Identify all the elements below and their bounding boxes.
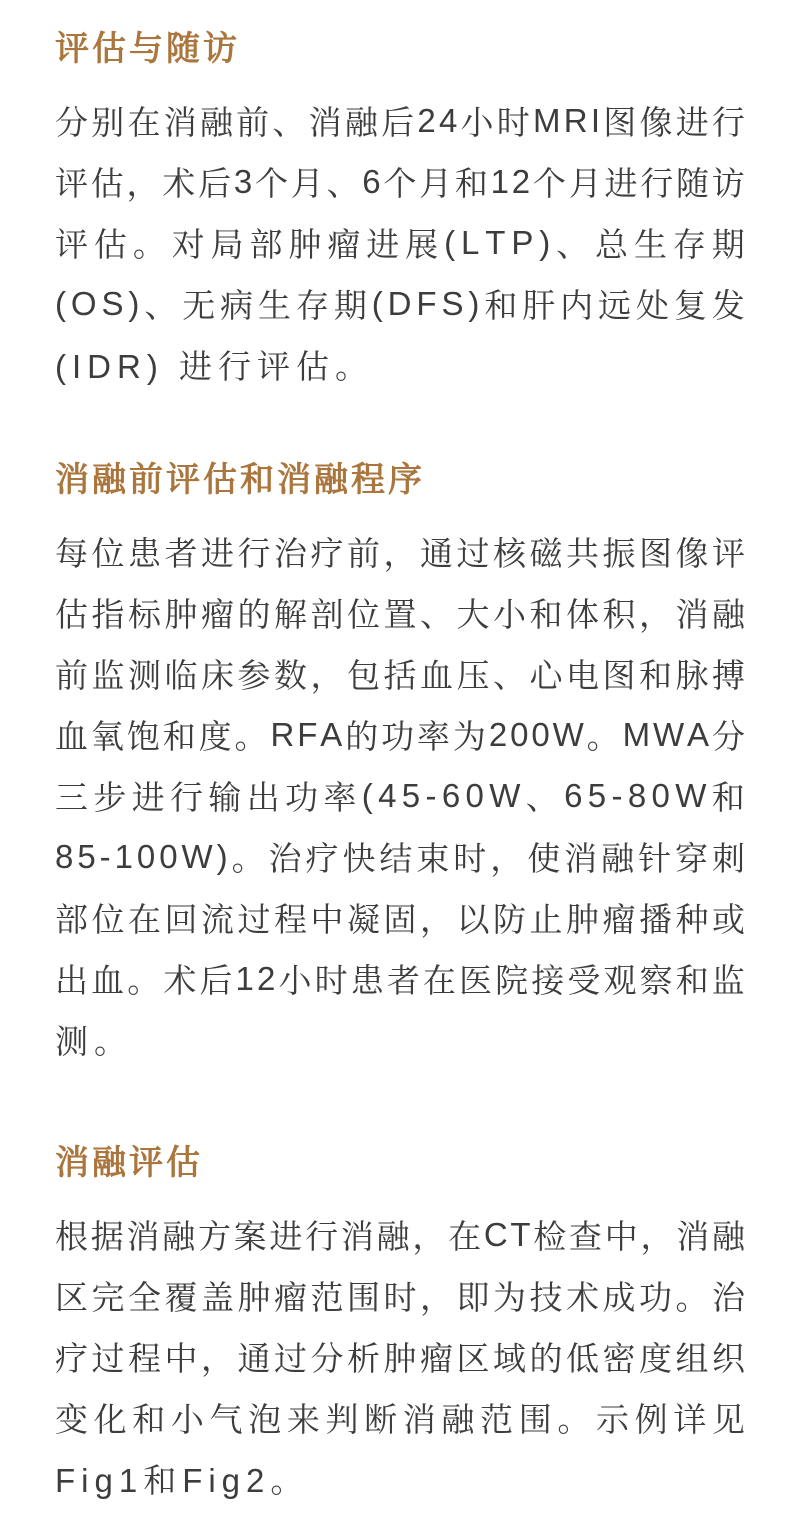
paragraph-line: 评 估 。 对 局 部 肿 瘤 进 展 ( L T P ) 、 总 生 存 期 <box>55 223 745 263</box>
paragraph-line: 出 血 。 术 后 1 2 小 时 患 者 在 医 院 接 受 观 察 和 监 <box>55 959 745 999</box>
section-heading: 消融前评估和消融程序 <box>55 461 425 499</box>
section-pre-ablation-procedure <box>55 457 745 1070</box>
section-evaluation-follow-up <box>55 26 745 395</box>
paragraph-line: 部 位 在 回 流 过 程 中 凝 固 ， 以 防 止 肿 瘤 播 种 或 <box>55 901 745 938</box>
paragraph <box>55 1204 745 1509</box>
paragraph-line: ( O S ) 、 无 病 生 存 期 ( D F S ) 和 肝 内 远 处 复 发 <box>55 284 745 324</box>
paragraph-line: 分 别 在 消 融 前 、 消 融 后 2 4 小 时 M R I 图 像 进 行 <box>55 101 745 141</box>
paragraph <box>55 521 745 1070</box>
paragraph-line: 测。 <box>55 1023 133 1060</box>
paragraph-line: 区 完 全 覆 盖 肿 瘤 范 围 时 ， 即 为 技 术 成 功 。 治 <box>55 1279 745 1316</box>
paragraph-line: 8 5 - 1 0 0 W ) 。 治 疗 快 结 束 时 ， 使 消 融 针 穿 刺 <box>55 837 745 877</box>
paragraph-line: 疗 过 程 中 ， 通 过 分 析 肿 瘤 区 域 的 低 密 度 组 织 <box>55 1340 745 1377</box>
paragraph-line: 根 据 消 融 方 案 进 行 消 融 ， 在 C T 检 查 中 ， 消 融 <box>55 1215 745 1255</box>
section-ablation-assessment <box>55 1140 745 1509</box>
paragraph-line: Fig1和Fig2。 <box>55 1462 310 1499</box>
section-heading: 消融评估 <box>55 1144 203 1182</box>
paragraph <box>55 90 745 395</box>
paragraph-line: 估 指 标 肿 瘤 的 解 剖 位 置 、 大 小 和 体 积 ， 消 融 <box>55 596 745 633</box>
paragraph-line: 变 化 和 小 气 泡 来 判 断 消 融 范 围 。 示 例 详 见 <box>55 1401 745 1438</box>
paragraph-line: 三 步 进 行 输 出 功 率 ( 4 5 - 6 0 W 、 6 5 - 8 0 W 和 <box>55 776 745 816</box>
paragraph-line: 前 监 测 临 床 参 数 ， 包 括 血 压 、 心 电 图 和 脉 搏 <box>55 657 745 694</box>
section-heading: 评估与随访 <box>55 30 240 68</box>
paragraph-line: 每 位 患 者 进 行 治 疗 前 ， 通 过 核 磁 共 振 图 像 评 <box>55 535 745 572</box>
paragraph-line: 血 氧 饱 和 度 。 R F A 的 功 率 为 2 0 0 W 。 M W A 分 <box>55 715 745 755</box>
paragraph-line: 评 估 ， 术 后 3 个 月 、 6 个 月 和 1 2 个 月 进 行 随 访 <box>55 162 745 202</box>
paragraph-line: (IDR) 进行评估。 <box>55 348 374 385</box>
